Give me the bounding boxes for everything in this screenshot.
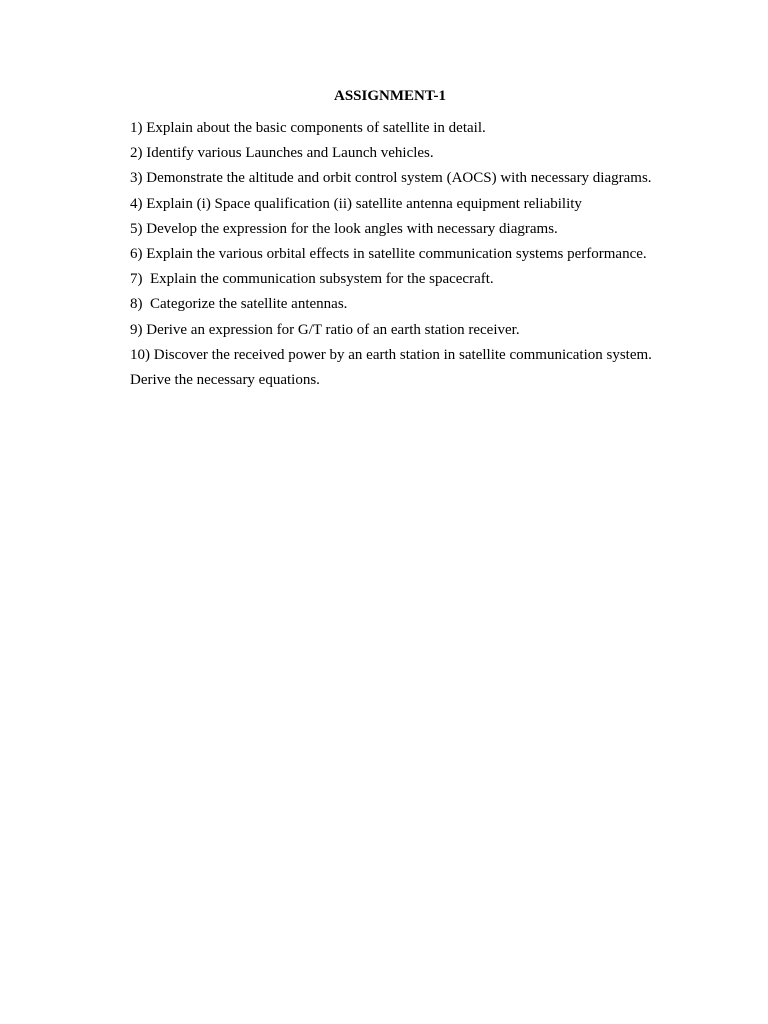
question-item: 8) Categorize the satellite antennas. <box>130 296 348 313</box>
question-item: 7) Explain the communication subsystem for the spacecraft. <box>130 271 494 288</box>
question-item: 1) Explain about the basic components of satellite in detail. <box>130 120 486 136</box>
question-item: 6) Explain the various orbital effects in satellite communication systems performance. <box>130 246 647 263</box>
assignment-title: ASSIGNMENT-1 <box>334 88 446 104</box>
question-item: 10) Discover the received power by an earth station in satellite communication system. <box>130 346 652 363</box>
question-item: 5) Develop the expression for the look angles with necessary diagrams. <box>130 220 558 237</box>
question-item: 2) Identify various Launches and Launch vehicles. <box>130 145 434 162</box>
question-list <box>130 116 750 393</box>
question-item: 3) Demonstrate the altitude and orbit control system (AOCS) with necessary diagrams. <box>130 170 652 187</box>
question-item-continuation: Derive the necessary equations. <box>130 372 320 389</box>
question-item: 9) Derive an expression for G/T ratio of an earth station receiver. <box>130 321 520 338</box>
question-item: 4) Explain (i) Space qualification (ii) satellite antenna equipment reliability <box>130 195 582 212</box>
